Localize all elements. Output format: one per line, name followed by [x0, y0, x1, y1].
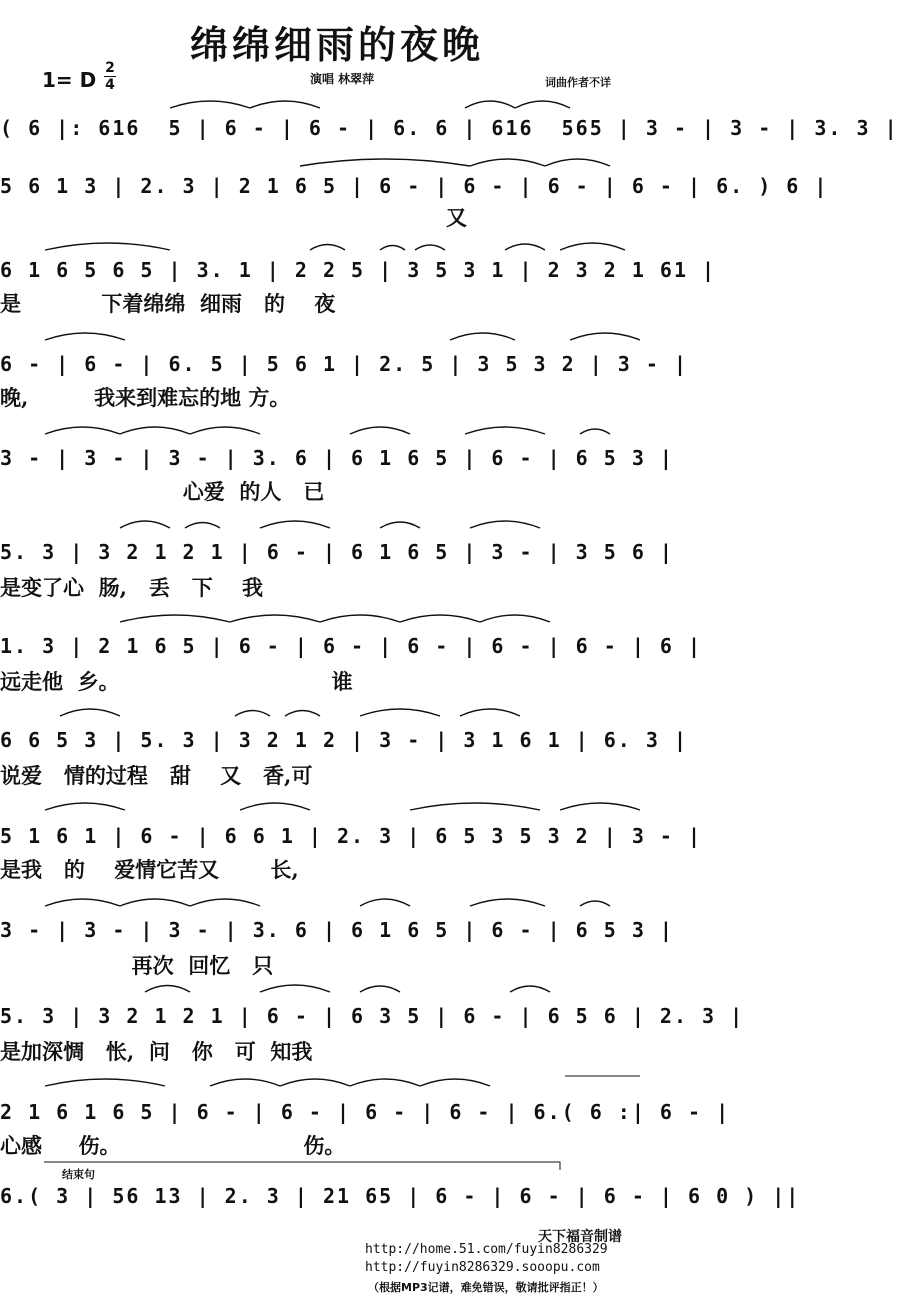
staff-10-lyrics: 再次 回忆 只 [0, 953, 274, 978]
time-signature-top: 2 [105, 60, 115, 76]
slur-arc [320, 615, 400, 622]
song-title: 绵绵细雨的夜晚 [189, 23, 484, 67]
outro-bracket [44, 1162, 560, 1170]
slur-arc [145, 986, 190, 993]
staff-2-music: 5 6 1 3 | 2. 3 | 2 1 6 5 | 6 - | 6 - | 6 - | 6 - | 6. ) 6 | [0, 174, 829, 198]
staff-7-lyrics: 远走他 乡。 谁 [0, 669, 353, 694]
slur-arc [120, 427, 190, 434]
staff-7-music: 1. 3 | 2 1 6 5 | 6 - | 6 - | 6 - | 6 - | 6 - | 6 | [0, 634, 703, 658]
staff-1-lyrics [0, 146, 674, 176]
slur-arc [380, 246, 405, 251]
slur-arc [420, 1079, 490, 1086]
slur-arc [45, 333, 125, 340]
slur-arc [580, 901, 610, 906]
slur-arc [260, 521, 330, 528]
slur-arc [120, 615, 230, 622]
slur-arc [360, 899, 410, 906]
staff-9-music: 5 1 6 1 | 6 - | 6 6 1 | 2. 3 | 6 5 3 5 3 2 | 3 - | [0, 824, 703, 848]
slur-arc [185, 523, 220, 529]
outro-label: 结束句 [62, 1168, 95, 1181]
url-link-1[interactable]: http://home.51.com/fuyin8286329 [365, 1242, 608, 1257]
slur-arc [45, 899, 120, 906]
slur-arc [240, 803, 310, 810]
slur-arc [310, 245, 345, 251]
slur-arc [45, 803, 125, 810]
slur-arc [350, 427, 410, 434]
slur-arc [470, 899, 545, 906]
slur-arc [210, 1079, 280, 1086]
slur-arc [250, 101, 320, 108]
slur-arc [480, 615, 550, 622]
slur-arc [190, 899, 260, 906]
slur-arc [45, 427, 120, 434]
staff-8-music: 6 6 5 3 | 5. 3 | 3 2 1 2 | 3 - | 3 1 6 1 | 6. 3 | [0, 728, 689, 752]
slur-arc [120, 521, 170, 528]
slur-arc [170, 101, 250, 108]
staff-3-lyrics: 是 下着绵绵 细雨 的 夜 [0, 291, 336, 316]
staff-9-lyrics: 是我 的 爱情它苦又 长, [0, 857, 299, 882]
staff-12-music: 2 1 6 1 6 5 | 6 - | 6 - | 6 - | 6 - | 6.( 6 :| 6 - | [0, 1100, 731, 1124]
staff-8-lyrics: 说爱 情的过程 甜 又 香,可 [0, 763, 313, 788]
slur-arc [235, 711, 270, 717]
slur-arc [415, 245, 445, 250]
slur-arc [465, 427, 545, 434]
key-signature: 1= D [42, 68, 97, 92]
outro-music: 6.( 3 | 56 13 | 2. 3 | 21 65 | 6 - | 6 - | 6 - | 6 0 ) || [0, 1184, 801, 1208]
slur-arc [560, 803, 640, 810]
slur-arc [190, 427, 260, 434]
studio-credit: 天下福音制谱 [538, 1229, 622, 1245]
slur-arc [380, 522, 420, 528]
slur-arc [280, 1079, 350, 1086]
singer-credit: 演唱 林翠萍 [310, 72, 375, 86]
staff-11-music: 5. 3 | 3 2 1 2 1 | 6 - | 6 3 5 | 6 - | 6 5 6 | 2. 3 | [0, 1004, 745, 1028]
slur-arc [360, 986, 400, 992]
slur-arc [410, 803, 540, 810]
staff-5-lyrics: 心爱 的人 已 [0, 479, 325, 504]
slur-arc [570, 333, 640, 340]
slur-arc [230, 615, 320, 622]
slur-arc [400, 615, 480, 622]
staff-2-lyrics: 又 [0, 205, 467, 230]
transcription-note: （根据MP3记谱，难免错误，敬请批评指正！） [368, 1281, 604, 1294]
staff-6-music: 5. 3 | 3 2 1 2 1 | 6 - | 6 1 6 5 | 3 - | 3 5 6 | [0, 540, 674, 564]
slur-arc [560, 243, 625, 250]
slur-arc [350, 1079, 420, 1086]
composer-credit: 词曲作者不详 [545, 76, 611, 89]
slur-arc [580, 429, 610, 434]
slur-arc [505, 244, 545, 250]
slur-arc [470, 521, 540, 528]
slur-arc [260, 985, 330, 992]
staff-1-music: ( 6 |: 616 5 | 6 - | 6 - | 6. 6 | 616 565 | 3 - | 3 - | 3. 3 | [0, 116, 899, 140]
url-link-2[interactable]: http://fuyin8286329.sooopu.com [365, 1260, 600, 1275]
staff-6-lyrics: 是变了心 肠, 丢 下 我 [0, 575, 264, 600]
staff-10-music: 3 - | 3 - | 3 - | 3. 6 | 6 1 6 5 | 6 - | 6 5 3 | [0, 918, 674, 942]
time-signature-bottom: 4 [105, 77, 115, 93]
slur-arc [120, 899, 190, 906]
slur-arc [465, 101, 515, 108]
slur-arc [45, 243, 170, 250]
slur-arc [510, 986, 550, 992]
slur-arc [285, 711, 320, 717]
staff-3-music: 6 1 6 5 6 5 | 3. 1 | 2 2 5 | 3 5 3 1 | 2 3 2 1 61 | [0, 258, 717, 282]
staff-4-music: 6 - | 6 - | 6. 5 | 5 6 1 | 2. 5 | 3 5 3 2 | 3 - | [0, 352, 689, 376]
staff-5-music: 3 - | 3 - | 3 - | 3. 6 | 6 1 6 5 | 6 - | 6 5 3 | [0, 446, 674, 470]
staff-4-lyrics: 晚, 我来到难忘的地 方。 [0, 385, 291, 410]
slur-arc [45, 1079, 165, 1086]
staff-11-lyrics: 是加深惆 怅, 问 你 可 知我 [0, 1039, 313, 1064]
slur-arc [450, 333, 515, 340]
staff-12-lyrics: 心感 伤。 伤。 [0, 1133, 346, 1158]
slur-arc [360, 709, 440, 716]
slur-arc [60, 709, 120, 716]
slur-arc [460, 709, 520, 716]
slur-arc [515, 101, 570, 108]
